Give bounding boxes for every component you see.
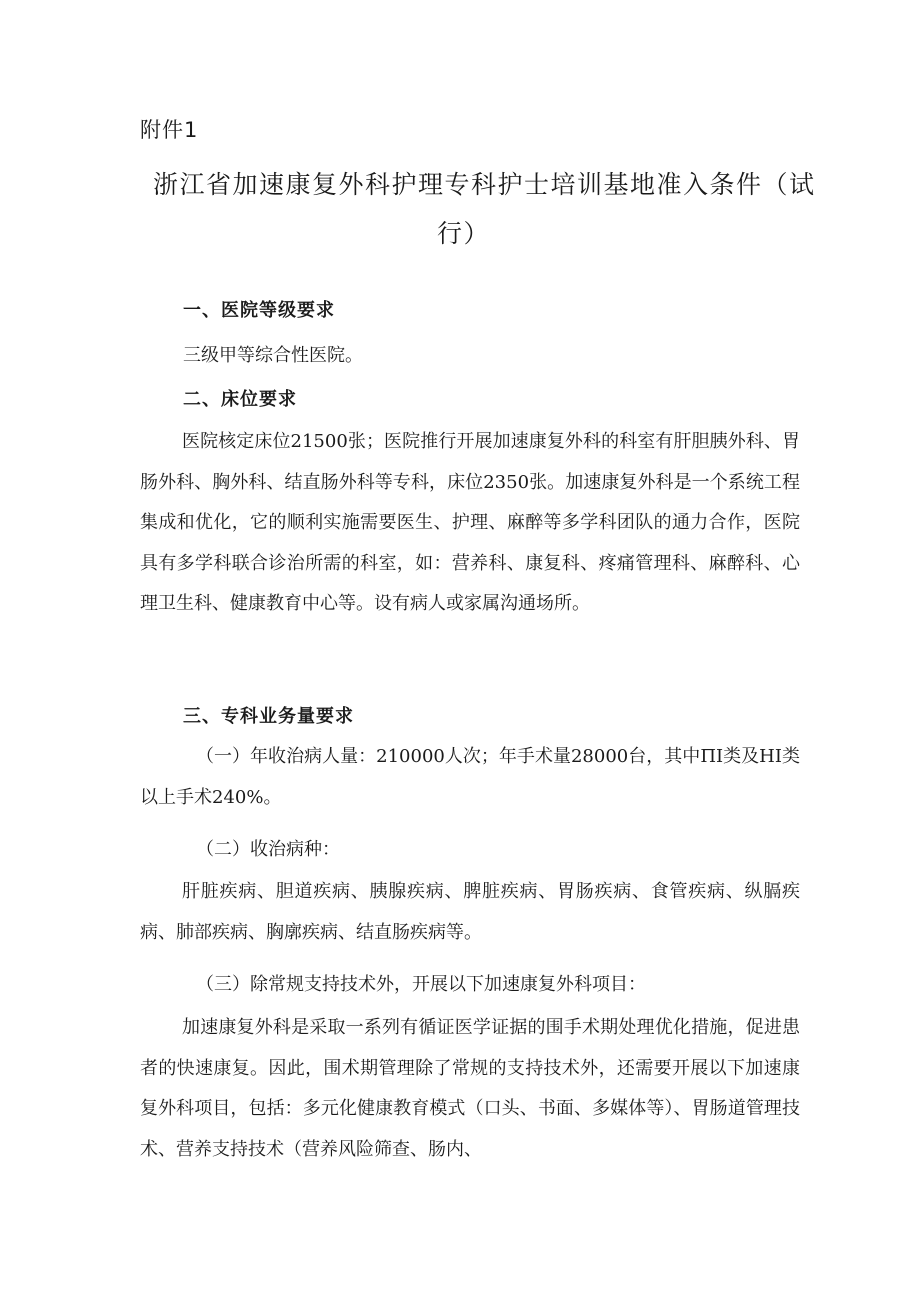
workload-item-3-body: 加速康复外科是采取一系列有循证医学证据的围手术期处理优化措施，促进患者的快速康复。因此，围术期管理除了常规的支持技术外，还需要开展以下加速康复外科项目，包括：多元化健康教育模式（口头、书面、多媒体等）、胃肠道管理技术、营养支持技术（营养风险筛查、肠内、 xyxy=(140,1017,800,1160)
workload-item-1: （一）年收治病人量：210000人次；年手术量28000台，其中ΠI类及HI类以上手术240%。 xyxy=(140,746,800,808)
document-title-line-2: 行） xyxy=(437,219,491,248)
section-body-hospital-level: 三级甲等综合性医院。 xyxy=(183,345,363,366)
attachment-label: 附件1 xyxy=(140,118,199,142)
section-body-beds: 医院核定床位21500张；医院推行开展加速康复外科的科室有肝胆胰外科、胃肠外科、胸外科、结直肠外科等专科，床位2350张。加速康复外科是一个系统工程集成和优化，它的顺利实施需要医生、护理、麻醉等多学科团队的通力合作，医院具有多学科联合诊治所需的科室，如：营养科、康复科、疼痛管理科、麻醉科、心理卫生科、健康教育中心等。设有病人或家属沟通场所。 xyxy=(140,431,800,614)
workload-item-2-label: （二）收治病种： xyxy=(196,839,340,860)
section-heading-hospital-level: 一、医院等级要求 xyxy=(183,300,335,321)
document-title-line-1: 浙江省加速康复外科护理专科护士培训基地准入条件（试 xyxy=(153,170,816,199)
section-heading-workload: 三、专科业务量要求 xyxy=(183,706,354,727)
workload-item-3-label: （三）除常规支持技术外，开展以下加速康复外科项目： xyxy=(196,974,646,995)
section-heading-beds: 二、床位要求 xyxy=(183,389,297,410)
workload-item-2-body: 肝脏疾病、胆道疾病、胰腺疾病、脾脏疾病、胃肠疾病、食管疾病、纵膈疾病、肺部疾病、胸廓疾病、结直肠疾病等。 xyxy=(140,881,800,943)
